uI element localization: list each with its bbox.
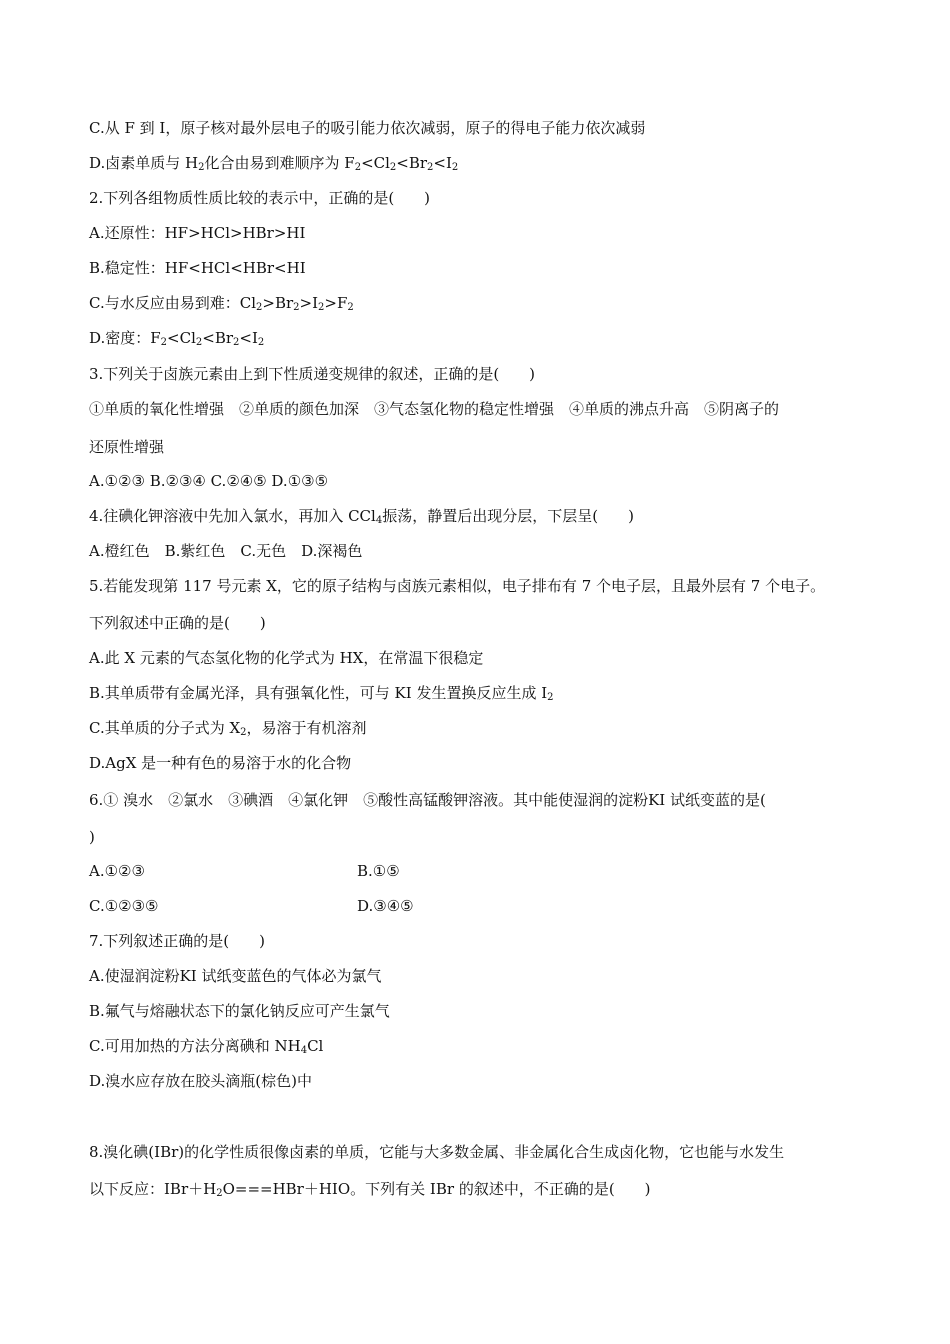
subscript: 2	[256, 302, 263, 313]
text-run: C.其单质的分子式为 X	[89, 719, 241, 737]
subscript: 2	[160, 337, 168, 348]
q7-option-c	[89, 1036, 323, 1056]
text-run: >I	[299, 294, 319, 312]
q5-option-c	[89, 718, 367, 738]
subscript: 2	[347, 302, 354, 313]
text-run: 3.下列关于卤族元素由上到下性质递变规律的叙述，正确的是( )	[89, 365, 536, 383]
q3-statements-line2	[89, 437, 164, 457]
text-run: D.AgX 是一种有色的易溶于水的化合物	[89, 754, 352, 772]
q6-option-b	[357, 861, 400, 881]
subscript: 2	[195, 337, 203, 348]
q7-option-b	[89, 1001, 390, 1021]
text-run: >F	[324, 294, 348, 312]
subscript: 2	[318, 302, 325, 313]
q7-option-d	[89, 1071, 312, 1091]
text-run: A.此 X 元素的气态氢化物的化学式为 HX，在常温下很稳定	[89, 649, 484, 667]
text-run: D.卤素单质与 H	[89, 154, 199, 172]
text-run: <I	[239, 329, 258, 347]
q2-stem	[89, 188, 430, 208]
text-run: <Cl	[167, 329, 196, 347]
text-run: )	[89, 828, 95, 846]
text-run: ，易溶于有机溶剂	[246, 719, 367, 737]
q6-stem-line2	[89, 827, 95, 847]
subscript: 2	[354, 162, 362, 173]
q3-stem	[89, 364, 535, 384]
q4-stem	[89, 506, 634, 526]
text-run: <I	[433, 154, 452, 172]
text-run: C.从 F 到 I，原子核对最外层电子的吸引能力依次减弱，原子的得电子能力依次减弱	[89, 119, 646, 137]
text-run: 化合由易到难顺序为 F	[204, 154, 355, 172]
text-run: O===HBr＋HIO。下列有关 IBr 的叙述中，不正确的是( )	[222, 1180, 651, 1198]
q2-option-d	[89, 328, 264, 348]
q5-stem-line1	[89, 576, 825, 596]
text-run: 2.下列各组物质性质比较的表示中，正确的是( )	[89, 189, 431, 207]
text-run: B.①⑤	[357, 862, 400, 880]
text-run: <Cl	[361, 154, 390, 172]
text-run: C.①②③⑤	[89, 897, 159, 915]
text-run: A.橙红色 B.紫红色 C.无色 D.深褐色	[89, 542, 363, 560]
q1-option-c	[89, 118, 645, 138]
text-run: >Br	[262, 294, 294, 312]
q2-option-a	[89, 223, 305, 243]
subscript: 2	[427, 162, 434, 173]
q3-statements-line1	[89, 399, 779, 419]
q8-stem-line1	[89, 1142, 784, 1162]
text-run: 下列叙述中正确的是( )	[89, 614, 266, 632]
subscript: 2	[547, 692, 554, 703]
subscript: 2	[233, 337, 240, 348]
text-run: 振荡，静置后出现分层，下层呈( )	[382, 507, 634, 525]
text-run: <Br	[202, 329, 234, 347]
q6-stem-line1	[89, 790, 766, 810]
text-run: D.溴水应存放在胶头滴瓶(棕色)中	[89, 1072, 312, 1090]
q5-option-a	[89, 648, 483, 668]
subscript: 2	[451, 162, 459, 173]
text-run: 4.往碘化钾溶液中先加入氯水，再加入 CCl	[89, 507, 376, 525]
text-run: B.其单质带有金属光泽，具有强氧化性，可与 KI 发生置换反应生成 I	[89, 684, 548, 702]
q7-stem	[89, 931, 265, 951]
subscript: 2	[389, 162, 397, 173]
text-run: D.密度：F	[89, 329, 161, 347]
text-run: C.可用加热的方法分离碘和 NH	[89, 1037, 301, 1055]
text-run: D.③④⑤	[357, 897, 414, 915]
text-run: 7.下列叙述正确的是( )	[89, 932, 266, 950]
text-run: 5.若能发现第 117 号元素 X，它的原子结构与卤族元素相似，电子排布有 7 个电子层，且最外层有 7 个电子。	[89, 577, 826, 595]
text-run: A.①②③	[89, 862, 145, 880]
text-run: A.还原性：HF>HCl>HBr>HI	[89, 224, 306, 242]
q6-option-a	[89, 861, 145, 881]
text-run: Cl	[307, 1037, 324, 1055]
subscript: 2	[198, 162, 205, 173]
text-run: B.稳定性：HF<HCl<HBr<HI	[89, 259, 306, 277]
q1-option-d	[89, 153, 458, 173]
subscript: 2	[257, 337, 265, 348]
q4-options	[89, 541, 362, 561]
text-run: A.使湿润淀粉KI 试纸变蓝色的气体必为氯气	[89, 967, 382, 985]
text-run: B.氟气与熔融状态下的氯化钠反应可产生氯气	[89, 1002, 390, 1020]
subscript: 2	[240, 727, 247, 738]
q8-stem-line2	[89, 1179, 651, 1199]
q6-option-d	[357, 896, 414, 916]
text-run: <Br	[396, 154, 428, 172]
subscript: 2	[293, 302, 300, 313]
q2-option-c	[89, 293, 354, 313]
subscript: 4	[300, 1045, 308, 1056]
text-run: A.①②③ B.②③④ C.②④⑤ D.①③⑤	[89, 472, 329, 490]
text-run: C.与水反应由易到难：Cl	[89, 294, 256, 312]
q7-option-a	[89, 966, 382, 986]
q5-stem-line2	[89, 613, 266, 633]
q5-option-d	[89, 753, 351, 773]
text-run: ①单质的氧化性增强 ②单质的颜色加深 ③气态氢化物的稳定性增强 ④单质的沸点升高 ⑤阴离子的	[89, 400, 780, 418]
text-run: 8.溴化碘(IBr)的化学性质很像卤素的单质，它能与大多数金属、非金属化合生成卤化物，它也能与水发生	[89, 1143, 785, 1161]
subscript: 4	[375, 515, 383, 526]
q3-options	[89, 471, 328, 491]
q5-option-b	[89, 683, 554, 703]
text-run: 6.① 溴水 ②氯水 ③碘酒 ④氯化钾 ⑤酸性高锰酸钾溶液。其中能使湿润的淀粉KI 试纸变蓝的是(	[89, 791, 766, 809]
q2-option-b	[89, 258, 306, 278]
q6-option-c	[89, 896, 159, 916]
text-run: 以下反应：IBr＋H	[89, 1180, 217, 1198]
text-run: 还原性增强	[89, 438, 165, 456]
subscript: 2	[216, 1188, 223, 1199]
